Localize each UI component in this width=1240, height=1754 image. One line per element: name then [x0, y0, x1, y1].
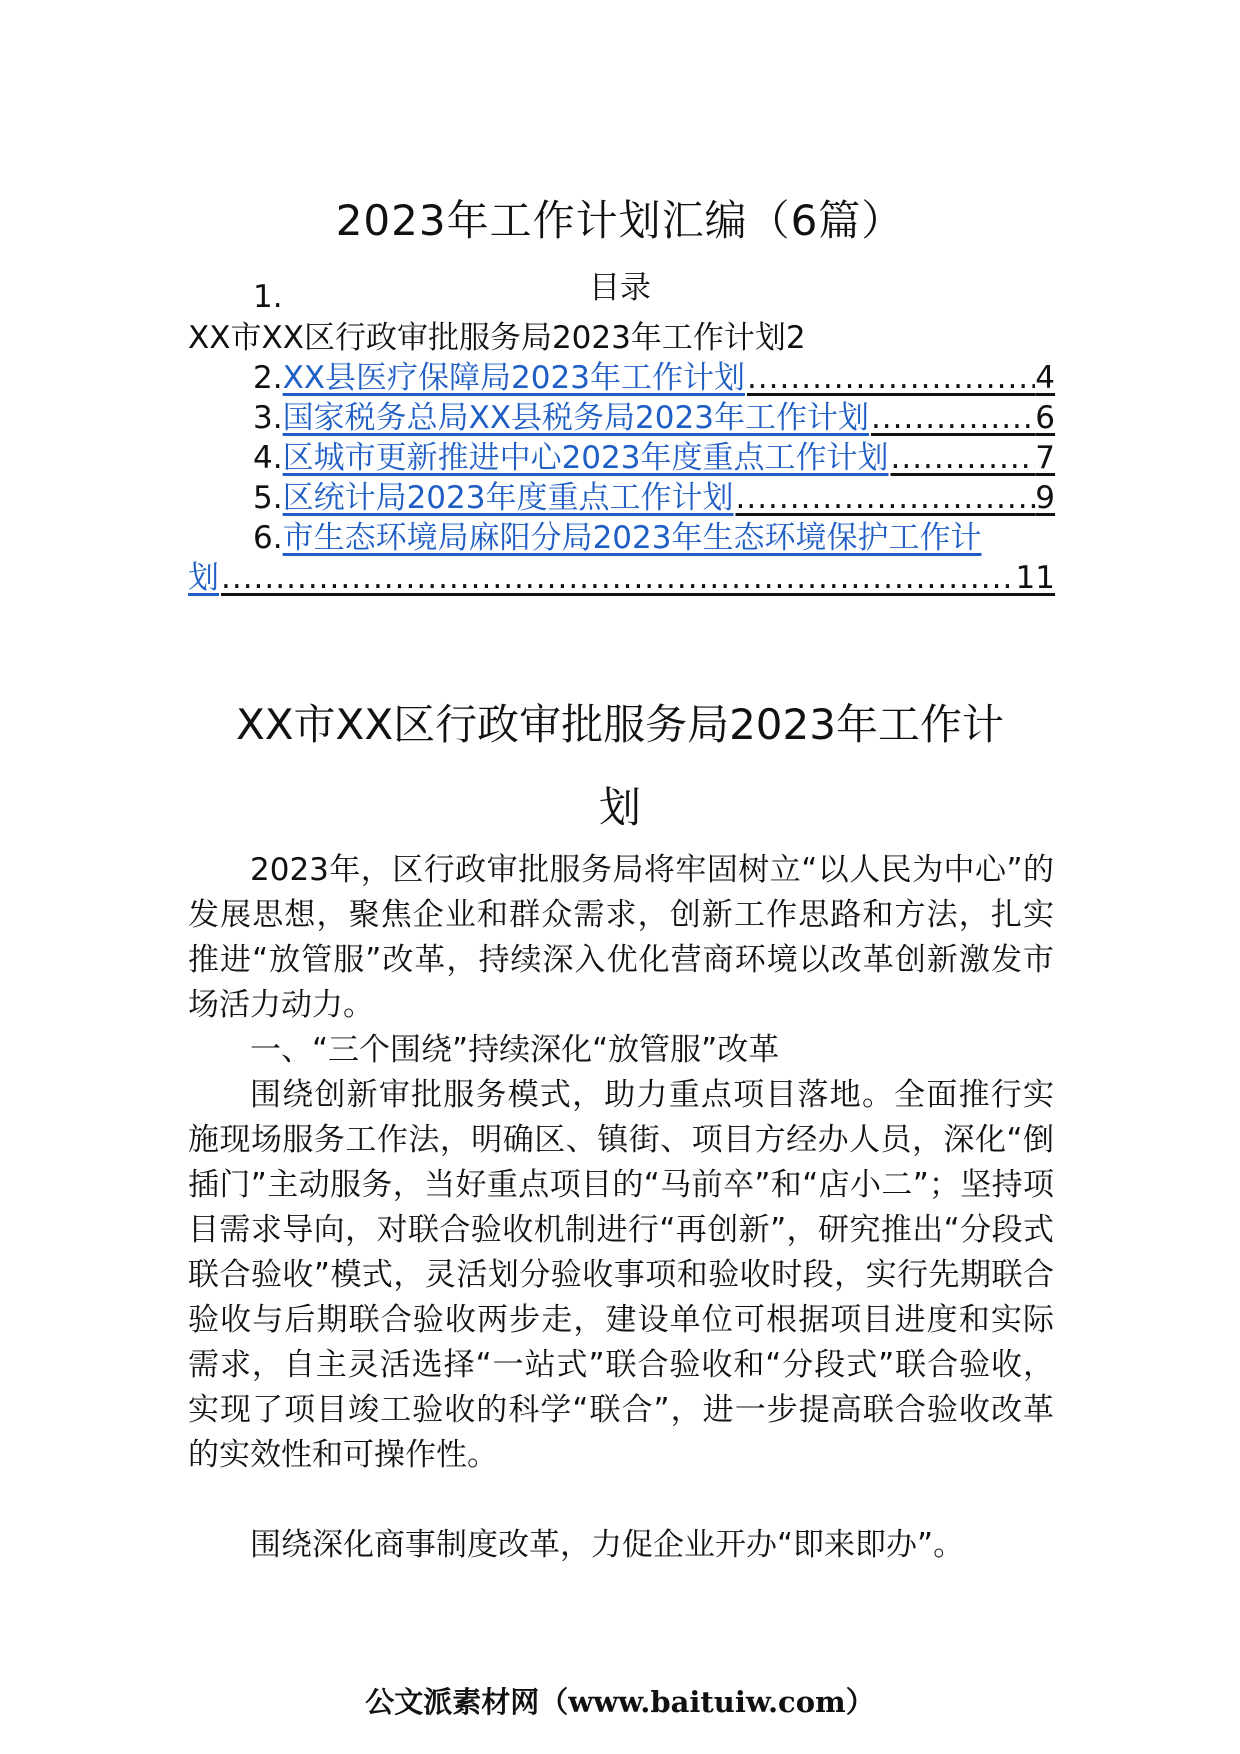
toc-item-3[interactable]	[253, 398, 1055, 438]
footer-watermark: 公文派素材网（www.baituiw.com）	[365, 1685, 875, 1719]
toc-dot-leader	[733, 478, 1035, 518]
section-title-line-1: XX市XX区行政审批服务局2023年工作计	[236, 700, 1004, 749]
paragraph-approval-model: 围绕创新审批服务模式，助力重点项目落地。全面推行实施现场服务工作法，明确区、镇街、项目方经办人员，深化“倒插门”主动服务，当好重点项目的“马前卒”和“店小二”；坚持项目需求导向，对联合验收机制进行“再创新”，研究推出“分段式联合验收”模式，灵活划分验收事项和验收时段，实行先期联合验收与后期联合验收两步走，建设单位可根据项目进度和实际需求，自主灵活选择“一站式”联合验收和“分段式”联合验收，实现了项目竣工验收的科学“联合”，进一步提高联合验收改革的实效性和可操作性。	[188, 1077, 1054, 1473]
toc-item-2-link[interactable]: XX县医疗保障局2023年工作计划	[282, 360, 745, 396]
toc-item-1[interactable]	[188, 318, 806, 358]
toc-item-6-link[interactable]: 市生态环境局麻阳分局2023年生态环境保护工作计	[282, 520, 982, 556]
toc-item-4[interactable]	[253, 438, 1055, 478]
toc-item-6-link-continued[interactable]: 划	[188, 560, 219, 596]
toc-item-4-number: 4.	[253, 440, 283, 476]
toc-item-5-link[interactable]: 区统计局2023年度重点工作计划	[282, 480, 734, 516]
toc-dot-leader	[745, 358, 1035, 398]
toc-item-6-page: 11	[1015, 560, 1055, 596]
toc-heading: 目录	[589, 270, 651, 306]
toc-item-5[interactable]	[253, 478, 1055, 518]
toc-item-3-number: 3.	[253, 400, 283, 436]
toc-dot-leader	[888, 438, 1035, 478]
toc-item-2-number: 2.	[253, 360, 283, 396]
toc-dot-leader	[219, 558, 1016, 598]
toc-item-4-link[interactable]: 区城市更新推进中心2023年度重点工作计划	[282, 440, 889, 476]
toc-item-1-page: 2	[785, 320, 806, 356]
toc-item-4-page: 7	[1035, 440, 1055, 476]
section-heading-1: 一、“三个围绕”持续深化“放管服”改革	[250, 1032, 780, 1068]
toc-item-6-continued[interactable]	[188, 558, 1055, 598]
toc-item-2[interactable]	[253, 358, 1055, 398]
toc-item-6-number: 6.	[253, 520, 283, 556]
toc-item-6[interactable]	[253, 518, 1055, 558]
toc-item-2-page: 4	[1035, 360, 1055, 396]
section-title-line-2: 划	[598, 783, 641, 832]
toc-item-5-page: 9	[1035, 480, 1055, 516]
document-title: 2023年工作计划汇编（6篇）	[335, 196, 905, 245]
toc-item-3-link[interactable]: 国家税务总局XX县税务局2023年工作计划	[282, 400, 869, 436]
toc-item-1-number: 1.	[253, 279, 283, 315]
toc-item-5-number: 5.	[253, 480, 283, 516]
toc-dot-leader	[869, 398, 1035, 438]
toc-item-1-text[interactable]: XX市XX区行政审批服务局2023年工作计划	[188, 320, 786, 356]
paragraph-intro: 2023年，区行政审批服务局将牢固树立“以人民为中心”的发展思想，聚焦企业和群众需求，创新工作思路和方法，扎实推进“放管服”改革，持续深入优化营商环境以改革创新激发市场活力动力。	[188, 852, 1054, 1023]
toc-item-3-page: 6	[1035, 400, 1055, 436]
paragraph-business-reform: 围绕深化商事制度改革，力促企业开办“即来即办”。	[250, 1527, 965, 1563]
